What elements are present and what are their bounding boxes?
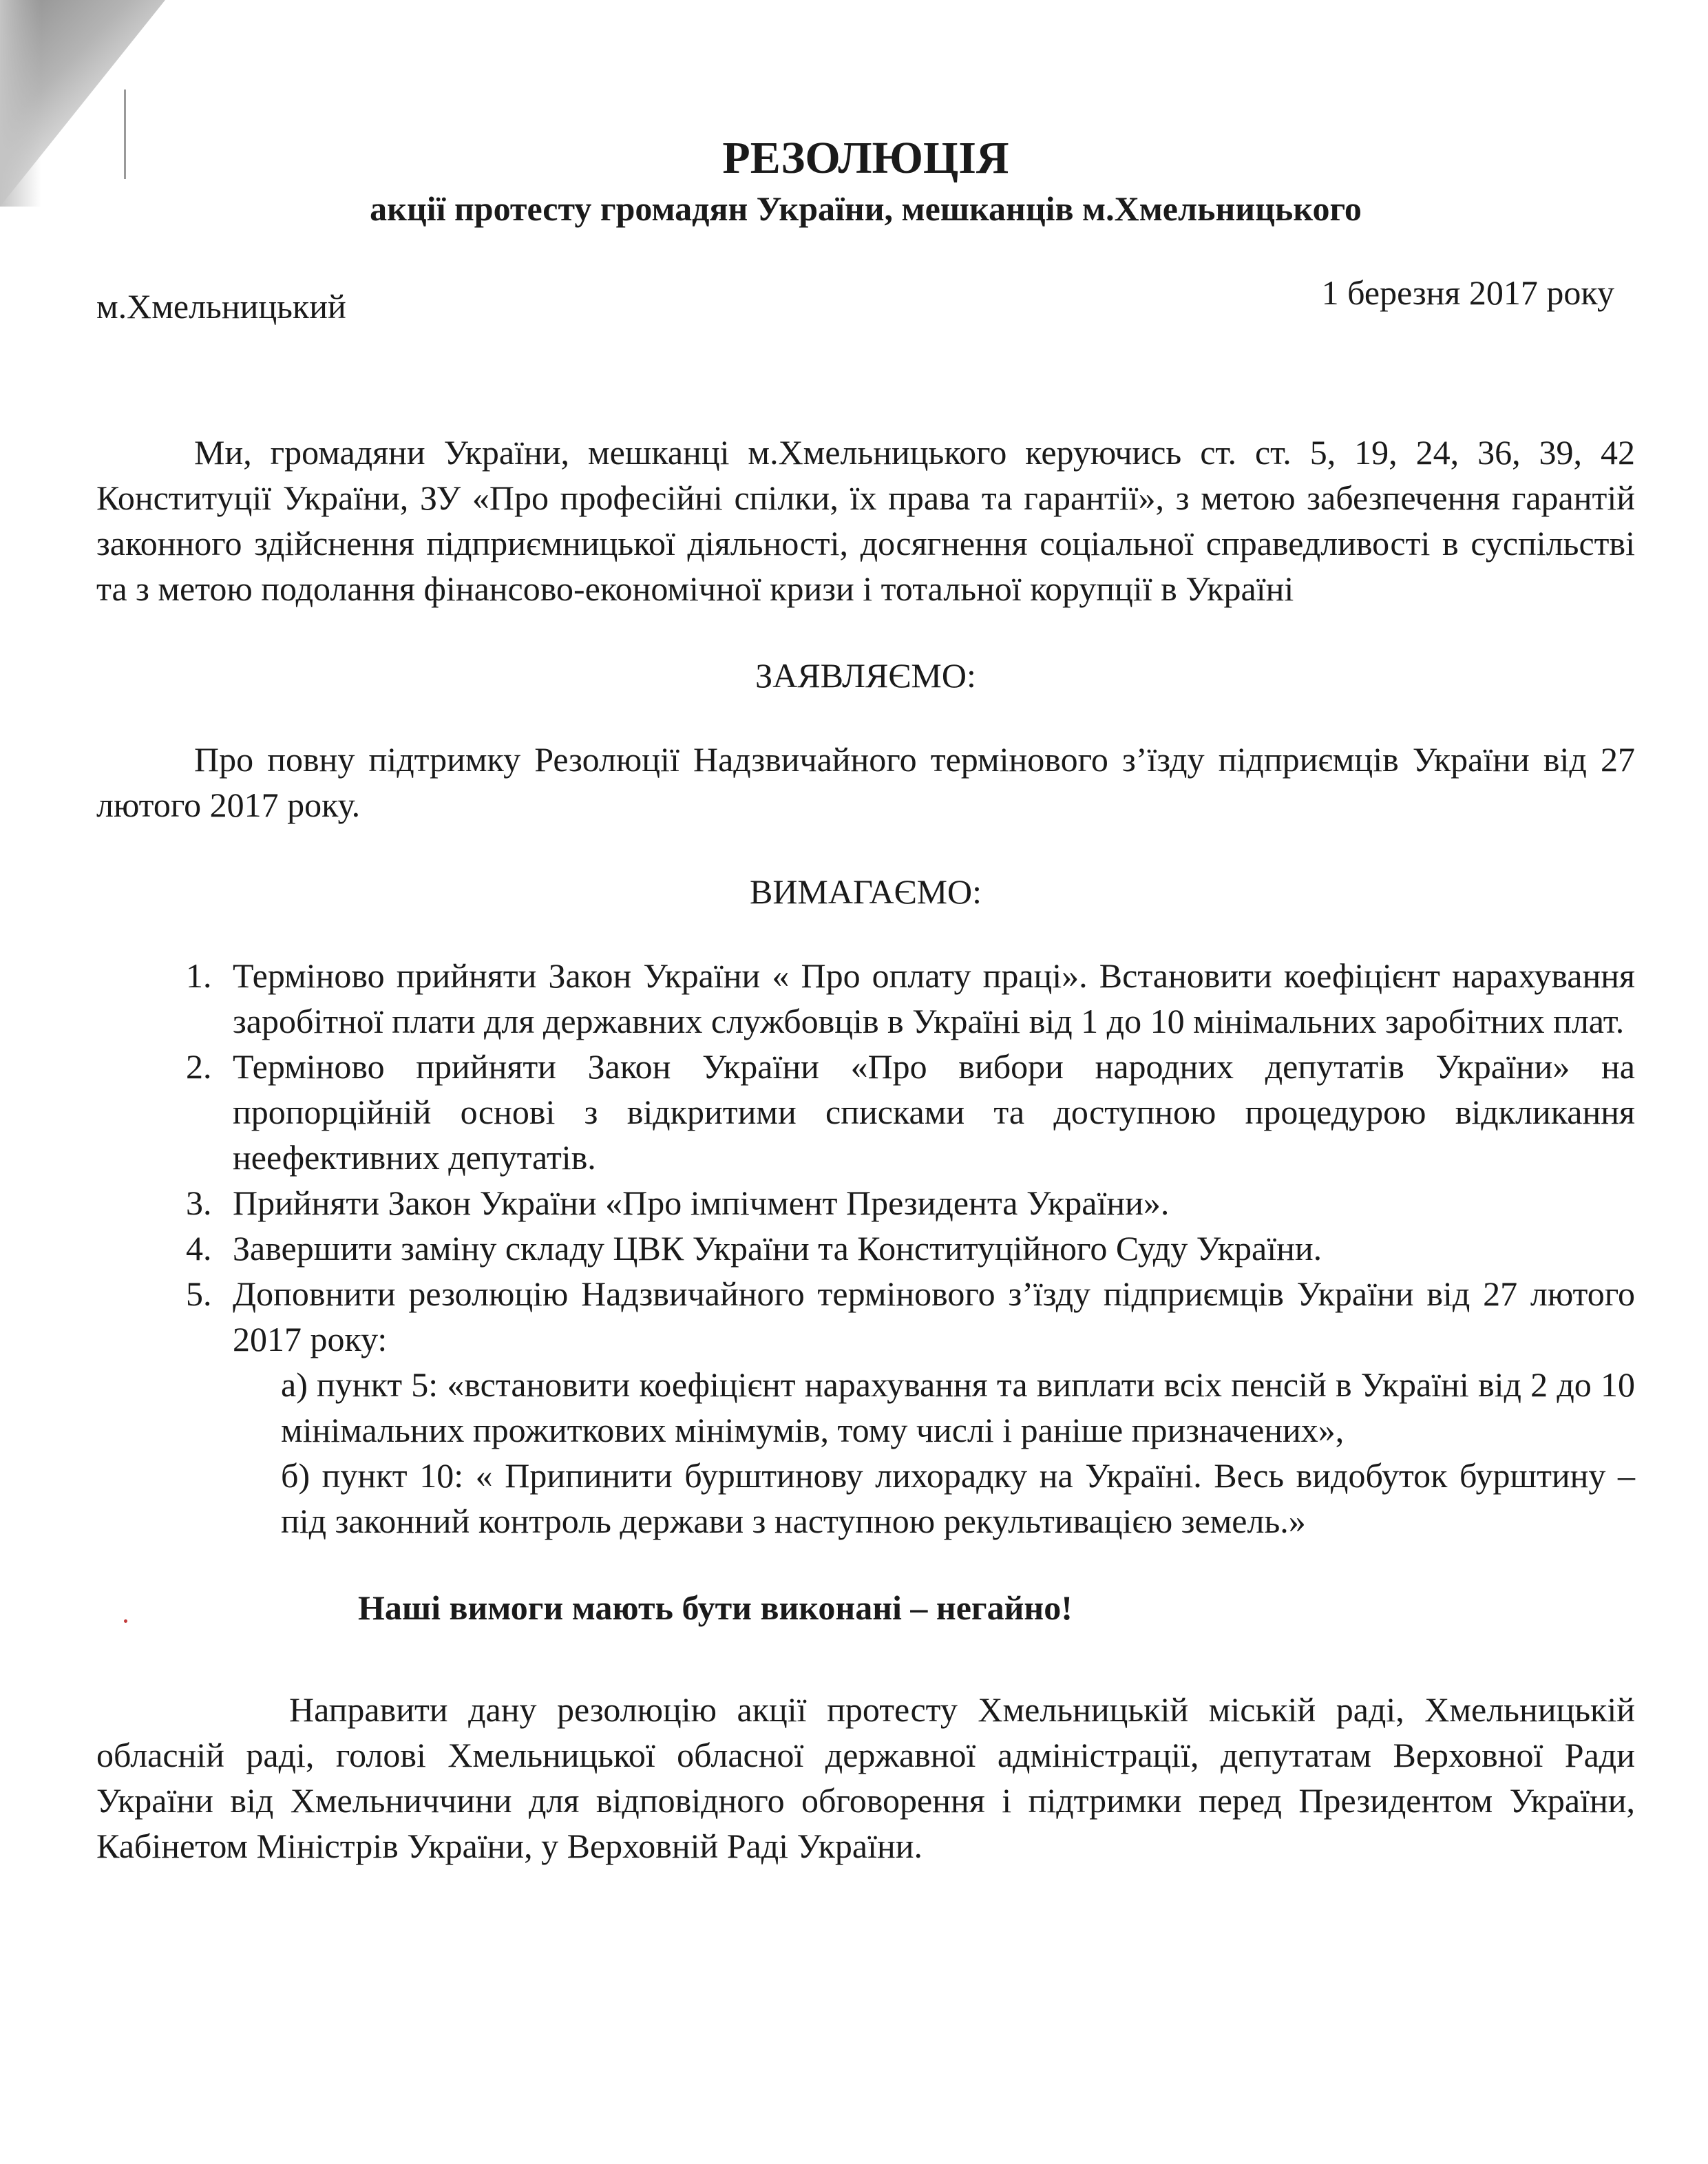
document-title: РЕЗОЛЮЦІЯ [722,133,1009,183]
scan-edge-shadow [0,0,41,207]
place-label: м.Хмельницький [96,287,346,326]
intro-paragraph: Ми, громадяни України, мешканці м.Хмельницького керуючись ст. ст. 5, 19, 24, 36, 39, 42 Конституції України, ЗУ «Про професійні спілки, їх права та гарантії», з метою забезпечення гарантій законного здійснення підприємницької діяльності, досягнення соціальної справедливості в суспільстві та з метою подолання фінансово-економічної кризи і тотальної корупції в Україні [96,433,1635,608]
list-item-text: Доповнити резолюцію Надзвичайного термінового з’їзду підприємців України від 27 лютого 2017 року: [233,1274,1635,1358]
list-item [186,1180,1635,1226]
list-item-number: 4. [186,1229,212,1268]
document-subtitle: акції протесту громадян України, мешканців м.Хмельницького [370,189,1362,228]
date-label: 1 березня 2017 року [1321,273,1614,312]
list-item-text: Терміново прийняти Закон України « Про оплату праці». Встановити коефіцієнт нарахування заробітної плати для державних службовців в Україні від 1 до 10 мінімальних заробітних плат. [233,956,1635,1040]
demand-heading: ВИМАГАЄМО: [749,872,982,911]
list-item [186,1226,1635,1271]
list-item-number: 1. [186,956,212,995]
sub-item-b: б) пункт 10: « Припинити бурштинову лихорадку на Україні. Весь видобуток бурштину – під законний контроль держави з наступною рекультивацією земель.» [281,1456,1635,1540]
list-item-number: 5. [186,1274,212,1313]
list-item-number: 3. [186,1184,212,1222]
demands-list [186,953,1635,1544]
place-date-row [96,270,1635,329]
list-item-text: Терміново прийняти Закон України «Про вибори народних депутатів України» на пропорційній основі з відкритими списками та доступною процедурою відкликання неефективних депутатів. [233,1047,1635,1177]
sub-item-a: а) пункт 5: «встановити коефіцієнт нарахування та виплати всіх пенсій в Україні від 2 до 10 мінімальних прожиткових мінімумів, тому числі і раніше призначених», [281,1365,1635,1449]
list-item-number: 2. [186,1047,212,1086]
slogan: Наші вимоги мають бути виконані – негайно! [358,1588,1073,1627]
closing-section [96,1687,1635,1869]
list-item-text: Завершити заміну складу ЦВК України та Конституційного Суду України. [233,1229,1322,1268]
declare-paragraph: Про повну підтримку Резолюції Надзвичайного термінового з’їзду підприємців України від 27 лютого 2017 року. [96,740,1635,824]
declare-heading: ЗАЯВЛЯЄМО: [755,656,976,695]
list-item [186,1044,1635,1180]
sub-items [281,1362,1635,1544]
closing-paragraph: Направити дану резолюцію акції протесту Хмельницькій міській раді, Хмельницькій обласній раді, голові Хмельницької обласної державної адміністрації, депутатам Верховної Ради України від Хмельниччини для відповідного обговорення і підтримки перед Президентом України, Кабінетом Міністрів України, у Верховній Раді України. [96,1690,1635,1865]
document-page [96,131,1635,1869]
list-item [186,1271,1635,1544]
list-item [186,953,1635,1044]
list-item-text: Прийняти Закон України «Про імпічмент Президента України». [233,1184,1170,1222]
